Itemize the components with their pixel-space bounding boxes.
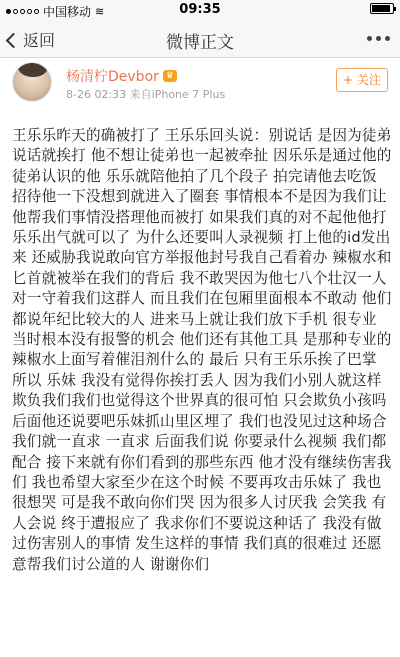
back-button[interactable] xyxy=(8,28,55,51)
page-title: 微博正文 xyxy=(166,33,234,53)
back-label: 返回 xyxy=(23,31,56,50)
battery-icon xyxy=(370,3,394,14)
nav-bar xyxy=(0,20,400,58)
post-meta: 8-26 02:33 来自iPhone 7 Plus xyxy=(66,88,226,101)
post-header xyxy=(0,58,400,110)
username-label: 杨清柠Devbor xyxy=(66,69,159,85)
wifi-icon: ≋ xyxy=(95,5,105,18)
follow-button[interactable]: + 关注 xyxy=(336,68,388,92)
status-time: 09:35 xyxy=(179,2,221,17)
post-body-text: 王乐乐昨天的确被打了 王乐乐回头说：别说话 是因为徒弟说话就挨打 他不想让徒弟也一起被牵扯 因乐乐是通过他的徒弟认识的他 乐乐就陪他拍了几个段子 拍完请他去吃饭 招待他一下没想到就进入了圈套 事情根本不是因为我们让他帮我们事情没搭理他而被打 如果我们真的对不起他他打乐乐出气就可以了 为什么还要叫人录视频 打上他的id发出来 还威胁我说敢向官方举报他封号我自己看着办 辣椒水和匕首就被举在我们的背后 我不敢哭因为他七八个壮汉一人对一守着我们这群人 而且我们在包厢里面根本不敢动 他们都说年纪比较大的人 进来马上就让我们放下手机 很专业 当时根本没有报警的机会 他们还有其他工具 是那种专业的辣椒水上面写着催泪剂什么的 最后 只有王乐乐挨了巴掌 所以 乐妹 我没有觉得你挨打丢人 因为我们小别人就这样欺负我们我们也觉得这个世界真的很可怕 只会欺负小孩吗 后面他还说要吧乐妹抓山里区埋了 我们也没见过这种场合 我们就一直求 一直求 后面我们说 你要录什么视频 我们都配合 接下来就有你们看到的那些东西 他才没有继续伤害我们 我也希望大家至少在这个时候 不要再攻击乐妹了 我也很想哭 可是我不敢向你们哭 因为很多人讨厌我 会笑我 有人会说 终于遭报应了 我求你们不要说这种话了 我没有做过伤害别人的事情 发生这样的事情 我们真的很难过 还愿意帮我们讨公道的人 谢谢你们 xyxy=(12,127,392,573)
carrier-label: 中国移动 xyxy=(43,5,92,19)
battery-level xyxy=(372,5,390,12)
more-options-icon[interactable] xyxy=(367,36,390,41)
avatar[interactable] xyxy=(12,62,52,102)
chevron-left-icon xyxy=(6,32,22,48)
crown-vip-icon: ♛ xyxy=(163,70,177,82)
status-bar xyxy=(0,0,400,20)
username-link[interactable] xyxy=(66,66,177,86)
status-right xyxy=(370,3,394,14)
